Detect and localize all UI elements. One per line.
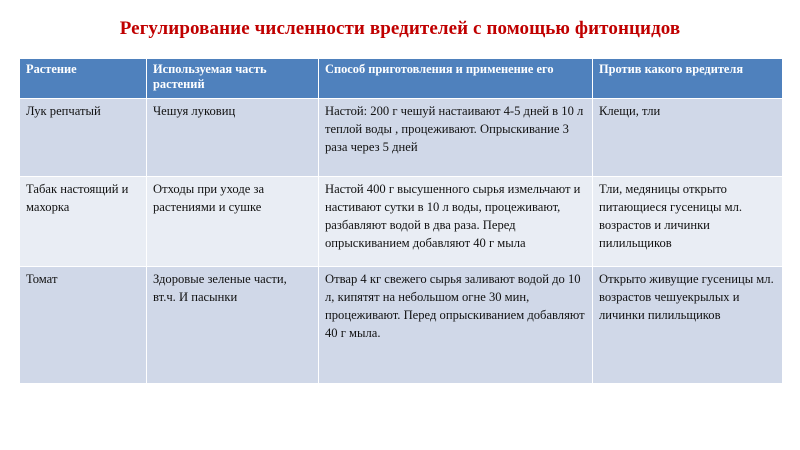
- header-part: Используемая часть растений: [147, 59, 319, 99]
- table-row: [20, 177, 783, 267]
- cell-method: Отвар 4 кг свежего сырья заливают водой до 10 л, кипятят на небольшом огне 30 мин, процеживают. Перед опрыскиванием добавляют 40 г мыла.: [319, 267, 593, 384]
- cell-method: Настой: 200 г чешуй настаивают 4-5 дней в 10 л теплой воды , процеживают. Опрыскивание 3 раза через 5 дней: [319, 99, 593, 177]
- cell-plant: Томат: [20, 267, 147, 384]
- pest-control-table: [19, 58, 783, 384]
- cell-plant: Табак настоящий и махорка: [20, 177, 147, 267]
- cell-pest: Тли, медяницы открыто питающиеся гусеницы мл. возрастов и личинки пилильщиков: [593, 177, 783, 267]
- header-plant: Растение: [20, 59, 147, 99]
- cell-part: Отходы при уходе за растениями и сушке: [147, 177, 319, 267]
- table-header-row: [20, 59, 783, 99]
- page-title: Регулирование численности вредителей с помощью фитонцидов: [119, 18, 681, 39]
- table-row: [20, 99, 783, 177]
- cell-part: Чешуя луковиц: [147, 99, 319, 177]
- cell-pest: Открыто живущие гусеницы мл. возрастов чешуекрылых и личинки пилильщиков: [593, 267, 783, 384]
- cell-pest: Клещи, тли: [593, 99, 783, 177]
- cell-part: Здоровые зеленые части, вт.ч. И пасынки: [147, 267, 319, 384]
- table-row: [20, 267, 783, 384]
- header-method: Способ приготовления и применение его: [319, 59, 593, 99]
- cell-method: Настой 400 г высушенного сырья измельчают и настивают сутки в 10 л воды, процеживают, разбавляют водой в два раза. Перед опрыскиванием добавляют 40 г мыла: [319, 177, 593, 267]
- header-pest: Против какого вредителя: [593, 59, 783, 99]
- cell-plant: Лук репчатый: [20, 99, 147, 177]
